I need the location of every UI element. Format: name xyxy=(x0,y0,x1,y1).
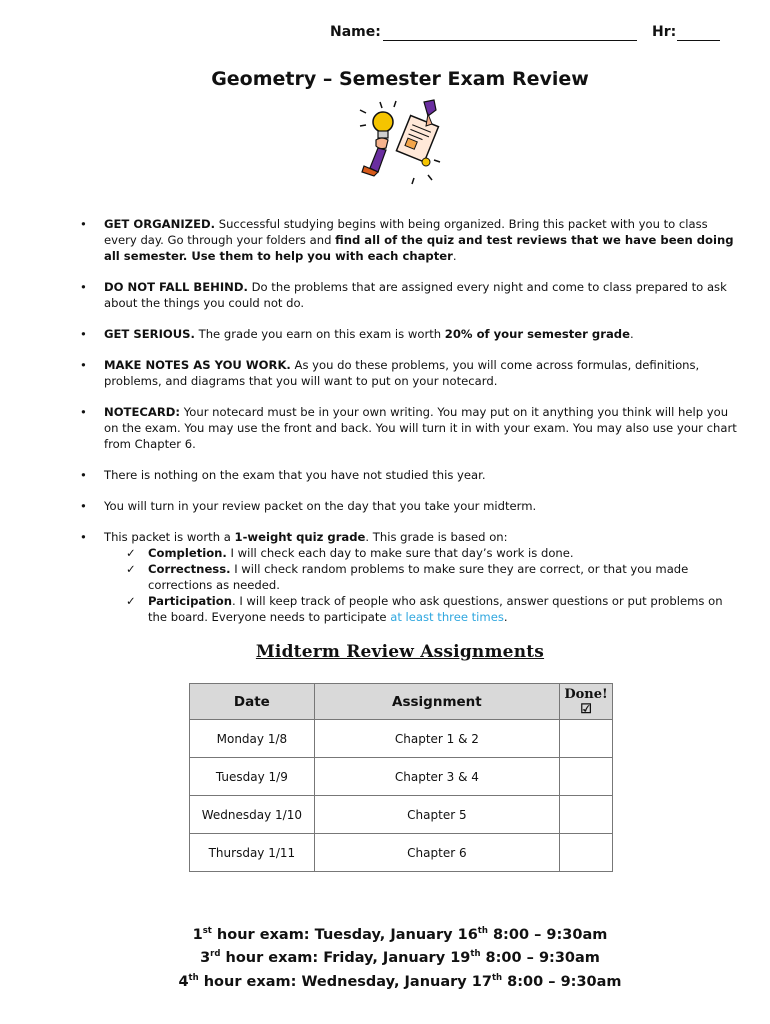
list-item xyxy=(80,593,742,625)
bullet-text: Your notecard must be in your own writing. You may put on it anything you think will help you on the exam. You may use the front and back. You will turn it in with your exam. You may also use your chart from Chapter 6. xyxy=(104,405,737,451)
name-label: Name: xyxy=(330,24,381,40)
assignment-cell: Chapter 3 & 4 xyxy=(314,758,559,796)
bullet-bold: find all of the quiz and test reviews that we have been doing all semester. Use them to help you with each chapter xyxy=(104,233,734,263)
exam-date: hour exam: Friday, January 19 xyxy=(220,950,471,967)
assignments-table xyxy=(189,683,613,872)
date-cell: Tuesday 1/9 xyxy=(190,758,315,796)
done-label: Done! xyxy=(564,686,608,702)
done-cell[interactable] xyxy=(560,834,613,872)
list-item xyxy=(80,467,742,483)
col-header-date: Date xyxy=(190,684,315,720)
bullet-dot: • xyxy=(80,280,87,294)
bullet-text: As you do these problems, you will come across formulas, definitions, problems, and diagrams that you will want to put on your notecard. xyxy=(104,358,700,388)
assignment-cell: Chapter 5 xyxy=(314,796,559,834)
exam-line xyxy=(0,945,770,968)
bullet-text: . xyxy=(629,327,634,341)
exam-day-suffix: th xyxy=(470,949,481,960)
exam-date: hour exam: Tuesday, January 16 xyxy=(211,926,478,943)
criteria-lead: Participation xyxy=(148,594,232,608)
exam-hour: 3 xyxy=(200,950,211,967)
list-item xyxy=(80,216,742,264)
date-cell: Wednesday 1/10 xyxy=(190,796,315,834)
criteria-lead: Correctness. xyxy=(148,562,231,576)
bullet-dot: • xyxy=(80,327,87,341)
exam-day-suffix: th xyxy=(477,926,488,936)
list-item xyxy=(80,529,742,545)
bullet-text: This packet is worth a xyxy=(104,530,235,544)
exam-hour: 4 xyxy=(178,973,189,990)
lightbulb-diploma-clipart xyxy=(356,96,448,186)
table-row xyxy=(190,758,613,796)
done-cell[interactable] xyxy=(560,720,613,758)
bullet-lead: GET SERIOUS. xyxy=(104,327,195,341)
checkmark-icon: ✓ xyxy=(126,562,136,576)
criteria-text: . I will keep track of people who ask questions, answer questions or put problems on the board. Everyone needs to participate xyxy=(148,594,723,624)
assignment-cell: Chapter 6 xyxy=(314,834,559,872)
name-blank[interactable] xyxy=(383,40,637,41)
review-instructions xyxy=(80,216,742,625)
bullet-dot: • xyxy=(80,217,87,231)
bullet-bold: 20% of your semester grade xyxy=(444,327,630,341)
exam-time: 8:00 – 9:30am xyxy=(480,950,600,967)
bullet-text: Do the problems that are assigned every night and come to class prepared to ask about the things you could not do. xyxy=(104,280,727,310)
hour-blank[interactable] xyxy=(677,40,720,41)
table-header-row xyxy=(190,684,613,720)
table-row xyxy=(190,720,613,758)
bullet-bold: 1-weight quiz grade xyxy=(234,530,366,544)
bullet-dot: • xyxy=(80,358,87,372)
done-cell[interactable] xyxy=(560,796,613,834)
bullet-text: . This grade is based on: xyxy=(365,530,508,544)
exam-time: 8:00 – 9:30am xyxy=(487,926,608,943)
table-row xyxy=(190,796,613,834)
exam-line xyxy=(0,969,770,992)
bullet-lead: MAKE NOTES AS YOU WORK. xyxy=(104,358,291,372)
list-item xyxy=(80,561,742,593)
date-cell: Monday 1/8 xyxy=(190,720,315,758)
header xyxy=(0,24,770,46)
section-title: Midterm Review Assignments xyxy=(255,642,545,662)
criteria-text: I will check random problems to make sure they are correct, or that you made corrections as needed. xyxy=(148,562,689,592)
exam-line xyxy=(0,922,770,945)
bullet-dot: • xyxy=(80,499,87,513)
checkmark-icon: ✓ xyxy=(126,594,136,608)
participation-link[interactable]: at least three times xyxy=(390,610,504,624)
bullet-lead: GET ORGANIZED. xyxy=(104,217,216,231)
bullet-text: Successful studying begins with being organized. Bring this packet with you to class every day. Go through your folders and xyxy=(104,217,708,247)
hour-label: Hr: xyxy=(652,24,677,40)
done-cell[interactable] xyxy=(560,758,613,796)
bullet-lead: NOTECARD: xyxy=(104,405,181,419)
list-item xyxy=(80,498,742,514)
bullet-dot: • xyxy=(80,530,87,544)
exam-hour-suffix: rd xyxy=(210,949,221,960)
list-item xyxy=(80,279,742,311)
checkmark-icon: ✓ xyxy=(126,546,136,560)
bullet-dot: • xyxy=(80,468,87,482)
bullet-lead: DO NOT FALL BEHIND. xyxy=(104,280,248,294)
bullet-dot: • xyxy=(80,405,87,419)
col-header-assignment: Assignment xyxy=(314,684,559,720)
bullet-text: . xyxy=(452,249,457,263)
bullet-text: You will turn in your review packet on the day that you take your midterm. xyxy=(104,499,537,513)
list-item xyxy=(80,357,742,389)
exam-date: hour exam: Wednesday, January 17 xyxy=(198,973,492,990)
list-item xyxy=(80,545,742,561)
criteria-text: I will check each day to make sure that day’s work is done. xyxy=(226,546,574,560)
exam-day-suffix: th xyxy=(491,972,503,983)
criteria-lead: Completion. xyxy=(148,546,227,560)
bullet-text: There is nothing on the exam that you have not studied this year. xyxy=(104,468,486,482)
checkbox-icon: ☑ xyxy=(580,701,592,717)
list-item xyxy=(80,326,742,342)
criteria-text: . xyxy=(503,610,508,624)
date-cell: Thursday 1/11 xyxy=(190,834,315,872)
exam-hour-suffix: th xyxy=(188,972,199,983)
col-header-done xyxy=(560,684,613,720)
bullet-text: The grade you earn on this exam is worth xyxy=(194,327,445,341)
exam-hour: 1 xyxy=(192,926,203,943)
exam-time: 8:00 – 9:30am xyxy=(502,973,622,990)
exam-schedule xyxy=(0,922,770,992)
exam-hour-suffix: st xyxy=(202,926,212,936)
list-item xyxy=(80,404,742,452)
page-title: Geometry – Semester Exam Review xyxy=(211,68,589,90)
assignment-cell: Chapter 1 & 2 xyxy=(314,720,559,758)
table-row xyxy=(190,834,613,872)
grade-criteria-list xyxy=(80,545,742,625)
